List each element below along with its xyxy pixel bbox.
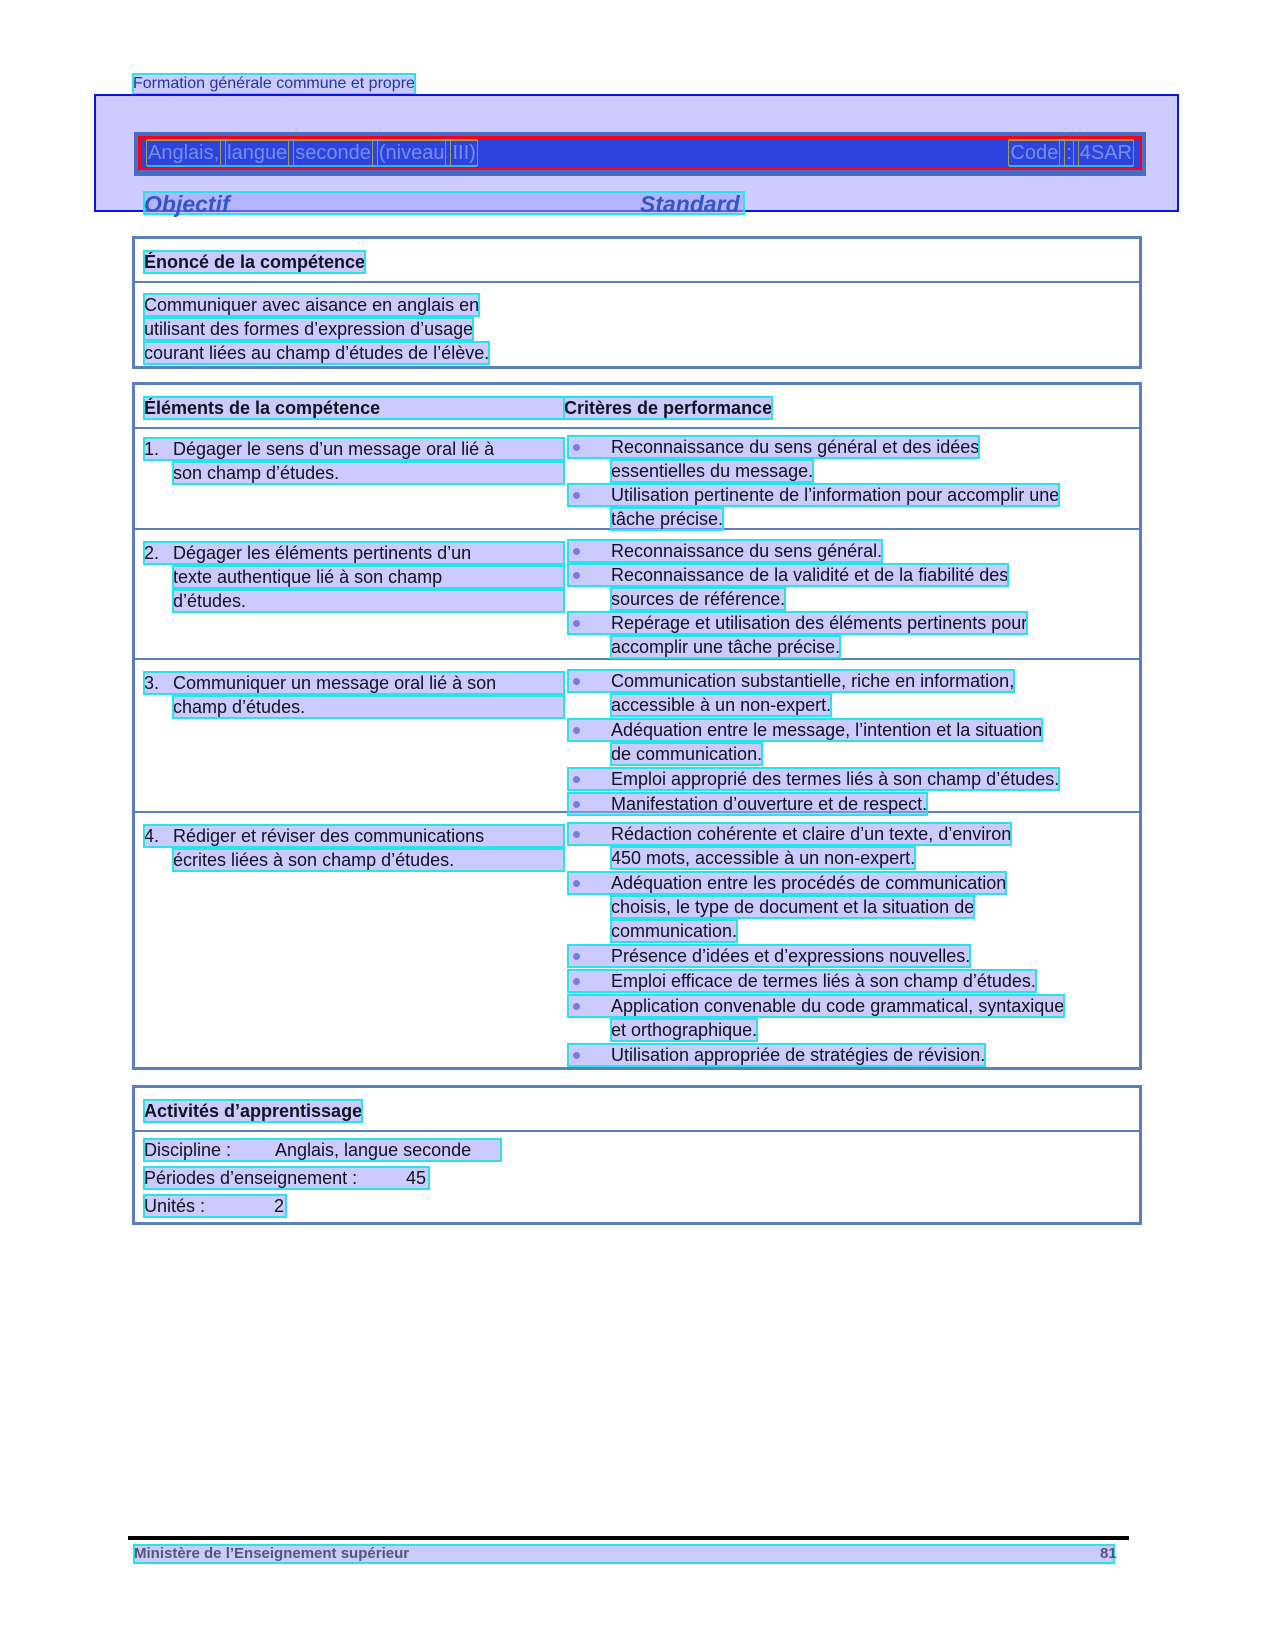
standard-label: Standard: [640, 191, 740, 217]
criterion: Emploi efficace de termes liés à son champ d’études.: [568, 970, 1036, 992]
objectif-label: Objectif: [144, 191, 230, 217]
course-title-bar: [134, 132, 1146, 176]
criterion-line: tâche précise.: [611, 509, 724, 529]
element-title: [144, 438, 564, 460]
footer-ministry: Ministère de l’Enseignement supérieur: [134, 1545, 1114, 1563]
criterion-line: choisis, le type de document et la situation de: [611, 897, 975, 917]
element-line: son champ d’études.: [173, 462, 564, 484]
title-word: (niveau: [378, 142, 445, 164]
criterion-line: et orthographique.: [611, 1020, 758, 1040]
element-number: 2.: [144, 543, 160, 563]
element-line: champ d’études.: [173, 696, 564, 718]
enonce-line: courant liées au champ d’études de l’élève.: [144, 343, 490, 363]
footer-page-number: 81: [1100, 1545, 1117, 1562]
criterion: Présence d’idées et d’expressions nouvelles.: [568, 945, 970, 967]
criterion-line: de communication.: [611, 744, 763, 764]
element-text: Communiquer un message oral lié à son: [173, 673, 497, 693]
activites-section: [132, 1085, 1142, 1225]
code-word: Code: [1010, 142, 1059, 164]
code-word: 4SAR: [1079, 142, 1132, 164]
criterion: Emploi approprié des termes liés à son champ d’études.: [568, 768, 1059, 790]
discipline-label: Discipline :: [144, 1140, 232, 1160]
unites-value: 2: [273, 1196, 284, 1216]
running-head: Formation générale commune et propre: [133, 75, 415, 92]
element-text: Rédiger et réviser des communications: [173, 826, 485, 846]
title-word: III): [452, 142, 476, 164]
enonce-header: [135, 239, 1139, 283]
element-text: Dégager le sens d’un message oral lié à: [173, 439, 495, 459]
discipline-value: Anglais, langue seconde: [275, 1140, 472, 1160]
criterion-line: accessible à un non-expert.: [611, 695, 832, 715]
element-number: 1.: [144, 439, 160, 459]
footer-rule: [128, 1536, 1129, 1540]
elements-heading: Éléments de la compétence: [144, 397, 564, 419]
title-word: seconde: [295, 142, 371, 164]
discipline-row: [144, 1139, 501, 1161]
course-title: [147, 139, 477, 167]
criterion: Adéquation entre les procédés de communication: [568, 872, 1006, 894]
unites-row: [144, 1195, 286, 1217]
enonce-line: utilisant des formes d’expression d’usage: [144, 319, 474, 339]
element-number: 4.: [144, 826, 160, 846]
criterion-line: 450 mots, accessible à un non-expert.: [611, 848, 916, 868]
criterion-line: accomplir une tâche précise.: [611, 637, 841, 657]
criterion: Application convenable du code grammatical, syntaxique: [568, 995, 1064, 1017]
criterion: Repérage et utilisation des éléments pertinents pour: [568, 612, 1027, 634]
elements-header: [135, 385, 1139, 429]
unites-label: Unités :: [144, 1196, 206, 1216]
element-line: écrites liées à son champ d’études.: [173, 849, 564, 871]
element-title: [144, 542, 564, 564]
course-code: [1009, 139, 1133, 167]
activites-header: [135, 1088, 1139, 1132]
title-word: Anglais,: [148, 142, 220, 164]
criteria-heading: Critères de performance: [564, 398, 773, 418]
criterion-line: sources de référence.: [611, 589, 786, 609]
periodes-row: [144, 1167, 429, 1189]
element-text: Dégager les éléments pertinents d’un: [173, 543, 472, 563]
criterion: Communication substantielle, riche en information,: [568, 670, 1014, 692]
criterion-line: communication.: [611, 921, 738, 941]
course-banner: [94, 94, 1179, 217]
enonce-section: [132, 236, 1142, 369]
row-separator: [135, 658, 1139, 660]
elements-section: [132, 382, 1142, 1070]
code-word: :: [1066, 142, 1072, 164]
element-title: [144, 825, 564, 847]
criterion: Reconnaissance du sens général.: [568, 540, 882, 562]
activites-heading: Activités d’apprentissage: [144, 1101, 363, 1121]
criterion: Manifestation d’ouverture et de respect.: [568, 793, 927, 815]
enonce-heading: Énoncé de la compétence: [144, 252, 366, 272]
criterion: Utilisation appropriée de stratégies de révision.: [568, 1044, 985, 1066]
element-number: 3.: [144, 673, 160, 693]
criterion: Reconnaissance du sens général et des idées: [568, 436, 979, 458]
enonce-line: Communiquer avec aisance en anglais en: [144, 295, 480, 315]
objectif-standard-row: [144, 191, 744, 217]
criterion: Rédaction cohérente et claire d’un texte, d’environ: [568, 823, 1011, 845]
periodes-label: Périodes d’enseignement :: [144, 1168, 358, 1188]
criterion: Utilisation pertinente de l’information pour accomplir une: [568, 484, 1059, 506]
course-title-inner: [138, 136, 1142, 170]
criterion: Adéquation entre le message, l’intention et la situation: [568, 719, 1042, 741]
criterion: Reconnaissance de la validité et de la fiabilité des: [568, 564, 1008, 586]
element-title: [144, 672, 564, 694]
element-line: texte authentique lié à son champ: [173, 566, 564, 588]
periodes-value: 45: [405, 1168, 426, 1188]
element-line: d’études.: [173, 590, 564, 612]
criterion-line: essentielles du message.: [611, 461, 814, 481]
title-word: langue: [227, 142, 288, 164]
